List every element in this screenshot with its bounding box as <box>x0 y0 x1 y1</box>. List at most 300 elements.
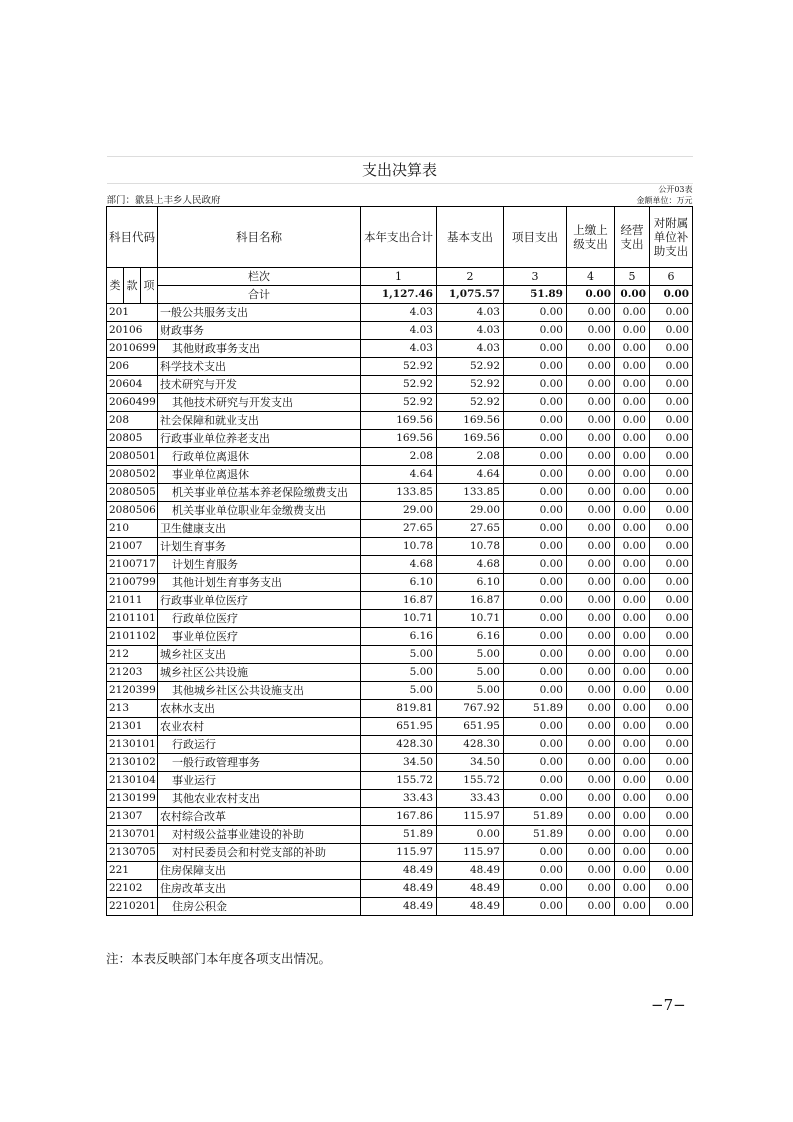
row-name: 对村民委员会和村党支部的补助 <box>158 844 361 862</box>
row-project: 0.00 <box>504 790 567 808</box>
row-subsidy: 0.00 <box>650 304 693 322</box>
row-total: 819.81 <box>361 700 437 718</box>
row-code: 21307 <box>107 808 158 826</box>
row-project: 0.00 <box>504 340 567 358</box>
table-row <box>107 466 693 484</box>
row-subsidy: 0.00 <box>650 340 693 358</box>
row-basic: 52.92 <box>437 394 504 412</box>
row-total: 48.49 <box>361 862 437 880</box>
row-business: 0.00 <box>615 664 650 682</box>
row-upper: 0.00 <box>567 520 615 538</box>
row-code: 2101102 <box>107 628 158 646</box>
row-total: 2.08 <box>361 448 437 466</box>
header-subsidy: 对附属单位补助支出 <box>650 207 693 268</box>
table-row <box>107 736 693 754</box>
row-business: 0.00 <box>615 358 650 376</box>
row-basic: 4.03 <box>437 304 504 322</box>
row-name: 城乡社区公共设施 <box>158 664 361 682</box>
expenditure-table <box>106 156 693 916</box>
row-upper: 0.00 <box>567 646 615 664</box>
header-total: 本年支出合计 <box>361 207 437 268</box>
row-upper: 0.00 <box>567 394 615 412</box>
row-business: 0.00 <box>615 592 650 610</box>
row-name: 农业农村 <box>158 718 361 736</box>
row-subsidy: 0.00 <box>650 880 693 898</box>
row-code: 213 <box>107 700 158 718</box>
row-total: 115.97 <box>361 844 437 862</box>
department-label: 部门：歙县上丰乡人民政府 <box>106 195 221 206</box>
row-business: 0.00 <box>615 700 650 718</box>
row-name: 住房改革支出 <box>158 880 361 898</box>
row-upper: 0.00 <box>567 412 615 430</box>
row-business: 0.00 <box>615 862 650 880</box>
header-name: 科目名称 <box>158 207 361 268</box>
row-upper: 0.00 <box>567 556 615 574</box>
table-row <box>107 520 693 538</box>
row-business: 0.00 <box>615 376 650 394</box>
form-number: 公开03表 <box>658 185 693 194</box>
row-total: 48.49 <box>361 880 437 898</box>
row-name: 行政事业单位医疗 <box>158 592 361 610</box>
row-project: 51.89 <box>504 826 567 844</box>
row-code: 210 <box>107 520 158 538</box>
row-basic: 155.72 <box>437 772 504 790</box>
row-code: 2100717 <box>107 556 158 574</box>
row-name: 计划生育事务 <box>158 538 361 556</box>
table-row <box>107 430 693 448</box>
row-subsidy: 0.00 <box>650 592 693 610</box>
row-upper: 0.00 <box>567 376 615 394</box>
row-project: 0.00 <box>504 844 567 862</box>
row-business: 0.00 <box>615 772 650 790</box>
row-basic: 16.87 <box>437 592 504 610</box>
row-upper: 0.00 <box>567 736 615 754</box>
row-total: 51.89 <box>361 826 437 844</box>
row-basic: 52.92 <box>437 376 504 394</box>
row-subsidy: 0.00 <box>650 466 693 484</box>
row-project: 0.00 <box>504 772 567 790</box>
row-business: 0.00 <box>615 556 650 574</box>
row-upper: 0.00 <box>567 790 615 808</box>
row-project: 0.00 <box>504 646 567 664</box>
row-project: 51.89 <box>504 700 567 718</box>
row-total: 48.49 <box>361 898 437 916</box>
row-name: 其他城乡社区公共设施支出 <box>158 682 361 700</box>
row-subsidy: 0.00 <box>650 682 693 700</box>
row-upper: 0.00 <box>567 592 615 610</box>
row-code: 212 <box>107 646 158 664</box>
row-code: 2130705 <box>107 844 158 862</box>
table-row <box>107 772 693 790</box>
total-project: 51.89 <box>504 286 567 304</box>
table-row <box>107 538 693 556</box>
row-code: 21203 <box>107 664 158 682</box>
row-subsidy: 0.00 <box>650 484 693 502</box>
row-subsidy: 0.00 <box>650 520 693 538</box>
row-business: 0.00 <box>615 826 650 844</box>
row-basic: 52.92 <box>437 358 504 376</box>
row-name: 住房公积金 <box>158 898 361 916</box>
row-code: 20604 <box>107 376 158 394</box>
row-business: 0.00 <box>615 502 650 520</box>
row-business: 0.00 <box>615 754 650 772</box>
row-upper: 0.00 <box>567 880 615 898</box>
row-subsidy: 0.00 <box>650 772 693 790</box>
row-name: 行政事业单位养老支出 <box>158 430 361 448</box>
row-project: 0.00 <box>504 574 567 592</box>
row-code: 21007 <box>107 538 158 556</box>
row-business: 0.00 <box>615 574 650 592</box>
row-basic: 33.43 <box>437 790 504 808</box>
row-project: 0.00 <box>504 412 567 430</box>
row-project: 0.00 <box>504 484 567 502</box>
row-basic: 6.16 <box>437 628 504 646</box>
page-number: −7− <box>651 996 686 1014</box>
row-total: 167.86 <box>361 808 437 826</box>
row-name: 一般行政管理事务 <box>158 754 361 772</box>
row-name: 科学技术支出 <box>158 358 361 376</box>
row-business: 0.00 <box>615 340 650 358</box>
row-total: 16.87 <box>361 592 437 610</box>
table-row <box>107 844 693 862</box>
row-subsidy: 0.00 <box>650 808 693 826</box>
row-project: 0.00 <box>504 502 567 520</box>
table-row <box>107 574 693 592</box>
row-upper: 0.00 <box>567 862 615 880</box>
col-index-3: 3 <box>504 268 567 286</box>
row-code: 2060499 <box>107 394 158 412</box>
row-name: 财政事务 <box>158 322 361 340</box>
row-project: 0.00 <box>504 430 567 448</box>
table-row <box>107 700 693 718</box>
row-name: 城乡社区支出 <box>158 646 361 664</box>
row-subsidy: 0.00 <box>650 844 693 862</box>
row-name: 事业单位医疗 <box>158 628 361 646</box>
row-code: 2080502 <box>107 466 158 484</box>
row-business: 0.00 <box>615 610 650 628</box>
row-total: 52.92 <box>361 358 437 376</box>
row-project: 0.00 <box>504 556 567 574</box>
row-project: 0.00 <box>504 898 567 916</box>
row-subsidy: 0.00 <box>650 502 693 520</box>
row-basic: 169.56 <box>437 412 504 430</box>
row-project: 51.89 <box>504 808 567 826</box>
row-project: 0.00 <box>504 610 567 628</box>
row-name: 农林水支出 <box>158 700 361 718</box>
row-upper: 0.00 <box>567 430 615 448</box>
row-subsidy: 0.00 <box>650 538 693 556</box>
row-name: 事业单位离退休 <box>158 466 361 484</box>
row-basic: 48.49 <box>437 862 504 880</box>
row-total: 52.92 <box>361 394 437 412</box>
row-basic: 115.97 <box>437 808 504 826</box>
row-name: 卫生健康支出 <box>158 520 361 538</box>
row-total: 27.65 <box>361 520 437 538</box>
row-subsidy: 0.00 <box>650 862 693 880</box>
row-code: 2080505 <box>107 484 158 502</box>
row-name: 事业运行 <box>158 772 361 790</box>
row-subsidy: 0.00 <box>650 322 693 340</box>
row-subsidy: 0.00 <box>650 628 693 646</box>
row-subsidy: 0.00 <box>650 430 693 448</box>
row-name: 计划生育服务 <box>158 556 361 574</box>
col-index-5: 5 <box>615 268 650 286</box>
table-row <box>107 412 693 430</box>
header-project: 项目支出 <box>504 207 567 268</box>
row-subsidy: 0.00 <box>650 826 693 844</box>
row-project: 0.00 <box>504 376 567 394</box>
row-project: 0.00 <box>504 394 567 412</box>
row-basic: 48.49 <box>437 898 504 916</box>
row-code: 2100799 <box>107 574 158 592</box>
row-code: 2120399 <box>107 682 158 700</box>
row-business: 0.00 <box>615 808 650 826</box>
row-code: 2130701 <box>107 826 158 844</box>
table-body <box>107 304 693 916</box>
table-row <box>107 448 693 466</box>
row-subsidy: 0.00 <box>650 790 693 808</box>
row-name: 对村级公益事业建设的补助 <box>158 826 361 844</box>
row-subsidy: 0.00 <box>650 610 693 628</box>
row-name: 行政单位医疗 <box>158 610 361 628</box>
row-code: 20106 <box>107 322 158 340</box>
row-code: 20805 <box>107 430 158 448</box>
total-upper: 0.00 <box>567 286 615 304</box>
row-business: 0.00 <box>615 718 650 736</box>
row-basic: 27.65 <box>437 520 504 538</box>
row-business: 0.00 <box>615 538 650 556</box>
row-business: 0.00 <box>615 520 650 538</box>
table-row <box>107 790 693 808</box>
row-business: 0.00 <box>615 394 650 412</box>
row-basic: 4.03 <box>437 340 504 358</box>
row-project: 0.00 <box>504 448 567 466</box>
row-name: 行政运行 <box>158 736 361 754</box>
total-subsidy: 0.00 <box>650 286 693 304</box>
row-subsidy: 0.00 <box>650 664 693 682</box>
table-row <box>107 376 693 394</box>
row-upper: 0.00 <box>567 700 615 718</box>
row-project: 0.00 <box>504 592 567 610</box>
row-name: 技术研究与开发 <box>158 376 361 394</box>
row-subsidy: 0.00 <box>650 394 693 412</box>
row-basic: 5.00 <box>437 664 504 682</box>
row-upper: 0.00 <box>567 844 615 862</box>
row-subsidy: 0.00 <box>650 376 693 394</box>
row-business: 0.00 <box>615 646 650 664</box>
row-total: 169.56 <box>361 412 437 430</box>
row-business: 0.00 <box>615 844 650 862</box>
row-upper: 0.00 <box>567 358 615 376</box>
row-total: 5.00 <box>361 682 437 700</box>
col-index-6: 6 <box>650 268 693 286</box>
row-subsidy: 0.00 <box>650 358 693 376</box>
table-row <box>107 664 693 682</box>
row-total: 4.64 <box>361 466 437 484</box>
table-row <box>107 610 693 628</box>
table-row <box>107 808 693 826</box>
row-code: 2080506 <box>107 502 158 520</box>
row-name: 其他技术研究与开发支出 <box>158 394 361 412</box>
table-row <box>107 862 693 880</box>
row-name: 其他计划生育事务支出 <box>158 574 361 592</box>
row-total: 5.00 <box>361 646 437 664</box>
row-project: 0.00 <box>504 538 567 556</box>
header-lei: 类 <box>107 268 124 304</box>
col-index-1: 1 <box>361 268 437 286</box>
row-name: 一般公共服务支出 <box>158 304 361 322</box>
table-row <box>107 502 693 520</box>
row-total: 133.85 <box>361 484 437 502</box>
row-subsidy: 0.00 <box>650 646 693 664</box>
row-upper: 0.00 <box>567 448 615 466</box>
row-subsidy: 0.00 <box>650 700 693 718</box>
table-row <box>107 484 693 502</box>
row-code: 2010699 <box>107 340 158 358</box>
table-row <box>107 592 693 610</box>
row-basic: 428.30 <box>437 736 504 754</box>
row-business: 0.00 <box>615 682 650 700</box>
row-code: 201 <box>107 304 158 322</box>
row-basic: 10.78 <box>437 538 504 556</box>
row-upper: 0.00 <box>567 484 615 502</box>
row-code: 2130101 <box>107 736 158 754</box>
row-upper: 0.00 <box>567 466 615 484</box>
row-code: 2130102 <box>107 754 158 772</box>
header-xiang: 项 <box>141 268 158 304</box>
row-business: 0.00 <box>615 484 650 502</box>
row-name: 行政单位离退休 <box>158 448 361 466</box>
row-basic: 4.03 <box>437 322 504 340</box>
row-total: 4.03 <box>361 304 437 322</box>
table-row <box>107 646 693 664</box>
row-project: 0.00 <box>504 718 567 736</box>
row-upper: 0.00 <box>567 628 615 646</box>
row-upper: 0.00 <box>567 682 615 700</box>
row-upper: 0.00 <box>567 574 615 592</box>
row-upper: 0.00 <box>567 322 615 340</box>
row-total: 5.00 <box>361 664 437 682</box>
row-code: 2130199 <box>107 790 158 808</box>
table-row <box>107 880 693 898</box>
row-name: 住房保障支出 <box>158 862 361 880</box>
table-row <box>107 358 693 376</box>
row-upper: 0.00 <box>567 754 615 772</box>
table-row <box>107 898 693 916</box>
row-total: 4.68 <box>361 556 437 574</box>
row-basic: 34.50 <box>437 754 504 772</box>
row-basic: 5.00 <box>437 646 504 664</box>
col-index-4: 4 <box>567 268 615 286</box>
total-row <box>107 286 693 304</box>
row-name: 机关事业单位基本养老保险缴费支出 <box>158 484 361 502</box>
row-total: 651.95 <box>361 718 437 736</box>
header-business: 经营支出 <box>615 207 650 268</box>
row-upper: 0.00 <box>567 718 615 736</box>
table-title: 支出决算表 <box>107 157 693 184</box>
row-subsidy: 0.00 <box>650 718 693 736</box>
row-basic: 6.10 <box>437 574 504 592</box>
header-lanci: 栏次 <box>158 268 361 286</box>
row-total: 4.03 <box>361 340 437 358</box>
row-upper: 0.00 <box>567 538 615 556</box>
row-total: 10.78 <box>361 538 437 556</box>
row-basic: 133.85 <box>437 484 504 502</box>
row-subsidy: 0.00 <box>650 754 693 772</box>
row-business: 0.00 <box>615 322 650 340</box>
row-project: 0.00 <box>504 466 567 484</box>
row-subsidy: 0.00 <box>650 736 693 754</box>
row-total: 33.43 <box>361 790 437 808</box>
row-project: 0.00 <box>504 736 567 754</box>
row-business: 0.00 <box>615 448 650 466</box>
footnote: 注：本表反映部门本年度各项支出情况。 <box>106 951 332 966</box>
row-basic: 4.64 <box>437 466 504 484</box>
table-row <box>107 682 693 700</box>
row-subsidy: 0.00 <box>650 412 693 430</box>
row-business: 0.00 <box>615 430 650 448</box>
total-business: 0.00 <box>615 286 650 304</box>
row-total: 169.56 <box>361 430 437 448</box>
row-upper: 0.00 <box>567 898 615 916</box>
row-code: 2080501 <box>107 448 158 466</box>
total-basic: 1,075.57 <box>437 286 504 304</box>
row-name: 机关事业单位职业年金缴费支出 <box>158 502 361 520</box>
row-upper: 0.00 <box>567 502 615 520</box>
row-project: 0.00 <box>504 322 567 340</box>
row-code: 2130104 <box>107 772 158 790</box>
header-basic: 基本支出 <box>437 207 504 268</box>
row-code: 21011 <box>107 592 158 610</box>
table-row <box>107 394 693 412</box>
row-code: 2101101 <box>107 610 158 628</box>
row-upper: 0.00 <box>567 826 615 844</box>
row-total: 34.50 <box>361 754 437 772</box>
row-name: 其他财政事务支出 <box>158 340 361 358</box>
row-subsidy: 0.00 <box>650 898 693 916</box>
row-upper: 0.00 <box>567 610 615 628</box>
row-code: 206 <box>107 358 158 376</box>
row-code: 22102 <box>107 880 158 898</box>
total-label: 合计 <box>158 286 361 304</box>
row-subsidy: 0.00 <box>650 556 693 574</box>
row-code: 221 <box>107 862 158 880</box>
row-business: 0.00 <box>615 412 650 430</box>
row-project: 0.00 <box>504 862 567 880</box>
row-subsidy: 0.00 <box>650 574 693 592</box>
row-total: 52.92 <box>361 376 437 394</box>
row-project: 0.00 <box>504 358 567 376</box>
table-row <box>107 340 693 358</box>
total-total: 1,127.46 <box>361 286 437 304</box>
row-project: 0.00 <box>504 682 567 700</box>
table-row <box>107 322 693 340</box>
table-row <box>107 826 693 844</box>
row-basic: 29.00 <box>437 502 504 520</box>
row-total: 155.72 <box>361 772 437 790</box>
table-row <box>107 304 693 322</box>
row-total: 428.30 <box>361 736 437 754</box>
table-row <box>107 754 693 772</box>
row-basic: 4.68 <box>437 556 504 574</box>
row-total: 6.10 <box>361 574 437 592</box>
row-upper: 0.00 <box>567 304 615 322</box>
row-basic: 10.71 <box>437 610 504 628</box>
row-project: 0.00 <box>504 880 567 898</box>
row-name: 社会保障和就业支出 <box>158 412 361 430</box>
row-upper: 0.00 <box>567 808 615 826</box>
row-basic: 0.00 <box>437 826 504 844</box>
